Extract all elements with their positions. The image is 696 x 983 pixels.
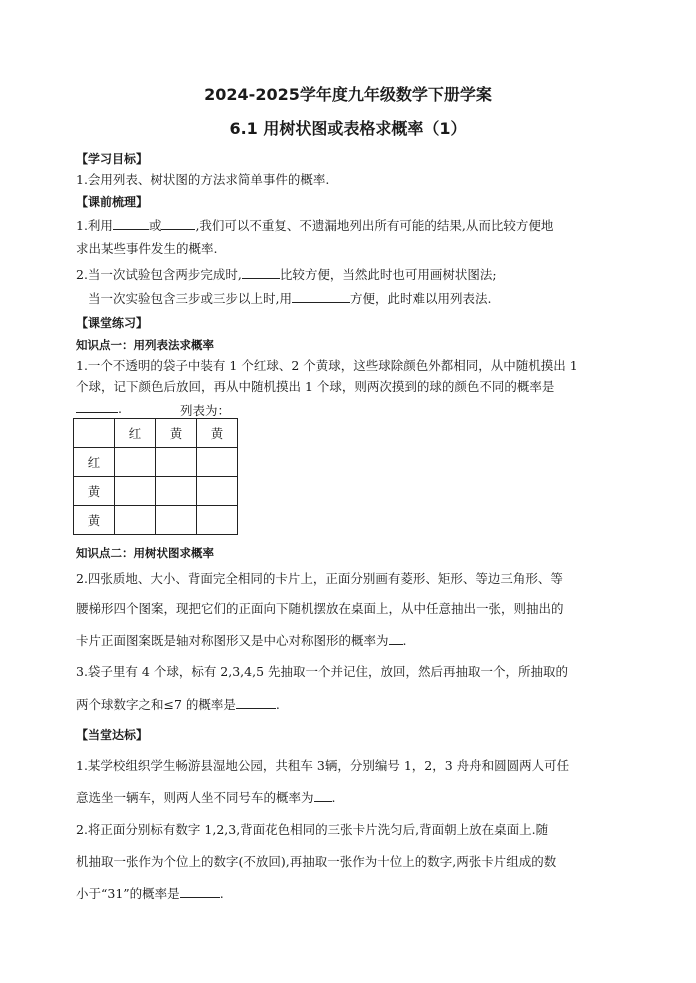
table-cell[interactable] — [156, 477, 197, 506]
answer-blank[interactable] — [180, 885, 220, 898]
text-fragment: 2.当一次试验包含两步完成时, — [76, 267, 242, 282]
lesson-title: 6.1 用树状图或表格求概率（1） — [229, 119, 467, 138]
section-review-heading: 【课前梳理】 — [76, 195, 149, 209]
answer-blank[interactable] — [236, 696, 276, 709]
table-row — [74, 506, 238, 535]
table-row — [74, 448, 238, 477]
table-corner-cell — [74, 419, 115, 448]
table-cell[interactable] — [115, 477, 156, 506]
text-fragment: 方便，此时难以用列表法. — [349, 291, 492, 306]
text-fragment: 比较方便，当然此时也可用画树状图法; — [279, 267, 497, 282]
practice-question-1-line2: 个球，记下颜色后放回，再从中随机摸出 1 个球，则两次摸到的球的颜色不同的概率是 — [76, 379, 555, 394]
section-objectives-heading: 【学习目标】 — [76, 152, 149, 166]
assessment-question-2-line1: 2.将正面分别标有数字 1,2,3,背面花色相同的三张卡片洗匀后,背面朝上放在桌面上.随 — [76, 822, 549, 837]
answer-blank[interactable] — [389, 632, 403, 645]
text-fragment: 1.利用 — [76, 218, 113, 233]
review-question-1 — [76, 217, 553, 234]
review-question-1-line2: 求出某些事件发生的概率. — [76, 241, 218, 256]
text-fragment: 或 — [148, 218, 162, 233]
table-col-header: 红 — [115, 419, 156, 448]
review-question-2-line2 — [88, 290, 491, 307]
knowledge-point-2: 知识点二：用树状图求概率 — [76, 546, 214, 560]
table-label: 列表为： — [180, 403, 231, 418]
text-fragment: 小于“31”的概率是 — [76, 886, 180, 901]
practice-question-2-line3 — [76, 632, 407, 649]
practice-question-2-line1: 2.四张质地、大小、背面完全相同的卡片上，正面分别画有菱形、矩形、等边三角形、等 — [76, 571, 563, 586]
text-fragment: 当一次实验包含三步或三步以上时,用 — [88, 291, 292, 306]
text-fragment: . — [219, 886, 224, 901]
text-fragment: . — [275, 697, 280, 712]
table-row-header: 黄 — [74, 477, 115, 506]
answer-blank[interactable] — [242, 266, 280, 279]
text-fragment: 意选坐一辆车，则两人坐不同号车的概率为 — [76, 790, 314, 805]
answer-blank[interactable] — [292, 290, 350, 303]
table-cell[interactable] — [115, 506, 156, 535]
table-cell[interactable] — [197, 448, 238, 477]
table-row-header: 黄 — [74, 506, 115, 535]
practice-question-1-line1: 1.一个不透明的袋子中装有 1 个红球、2 个黄球，这些球除颜色外都相同，从中随机摸出 1 — [76, 358, 578, 373]
table-cell[interactable] — [197, 506, 238, 535]
answer-blank[interactable] — [113, 217, 149, 230]
objective-line: 1.会用列表、树状图的方法求简单事件的概率. — [76, 172, 330, 187]
answer-blank[interactable] — [76, 400, 118, 413]
section-assessment-heading: 【当堂达标】 — [76, 728, 149, 742]
table-col-header: 黄 — [156, 419, 197, 448]
outcome-table — [73, 418, 238, 535]
answer-blank[interactable] — [314, 789, 332, 802]
assessment-question-1-line2 — [76, 789, 336, 806]
practice-question-2-line2: 腰梯形四个图案，现把它们的正面向下随机摆放在桌面上，从中任意抽出一张，则抽出的 — [76, 601, 564, 616]
text-fragment: . — [118, 401, 122, 416]
practice-question-3-line2 — [76, 696, 280, 713]
section-practice-heading: 【课堂练习】 — [76, 316, 149, 330]
table-cell[interactable] — [115, 448, 156, 477]
table-row — [74, 477, 238, 506]
table-col-header: 黄 — [197, 419, 238, 448]
text-fragment: 卡片正面图案既是轴对称图形又是中心对称图形的概率为 — [76, 633, 389, 648]
table-row-header: 红 — [74, 448, 115, 477]
text-fragment: ,我们可以不重复、不遗漏地列出所有可能的结果,从而比较方便地 — [195, 218, 554, 233]
answer-blank[interactable] — [161, 217, 195, 230]
text-fragment: . — [331, 790, 336, 805]
text-fragment: 两个球数字之和≤7 的概率是 — [76, 697, 236, 712]
table-header-row — [74, 419, 238, 448]
knowledge-point-1: 知识点一：用列表法求概率 — [76, 338, 214, 352]
practice-question-3-line1: 3.袋子里有 4 个球，标有 2,3,4,5 先抽取一个并记住，放回，然后再抽取一个，所抽取的 — [76, 664, 569, 679]
document-title: 2024-2025学年度九年级数学下册学案 — [204, 85, 492, 104]
assessment-question-2-line3 — [76, 885, 224, 902]
review-question-2 — [76, 266, 497, 283]
table-cell[interactable] — [156, 506, 197, 535]
assessment-question-2-line2: 机抽取一张作为个位上的数字(不放回),再抽取一张作为十位上的数字,两张卡片组成的数 — [76, 854, 557, 869]
assessment-question-1-line1: 1.某学校组织学生畅游县湿地公园，共租车 3辆，分别编号 1，2，3 舟舟和圆圆两人可任 — [76, 758, 570, 773]
table-cell[interactable] — [197, 477, 238, 506]
text-fragment: . — [402, 633, 407, 648]
table-cell[interactable] — [156, 448, 197, 477]
practice-question-1-line3 — [76, 400, 122, 417]
